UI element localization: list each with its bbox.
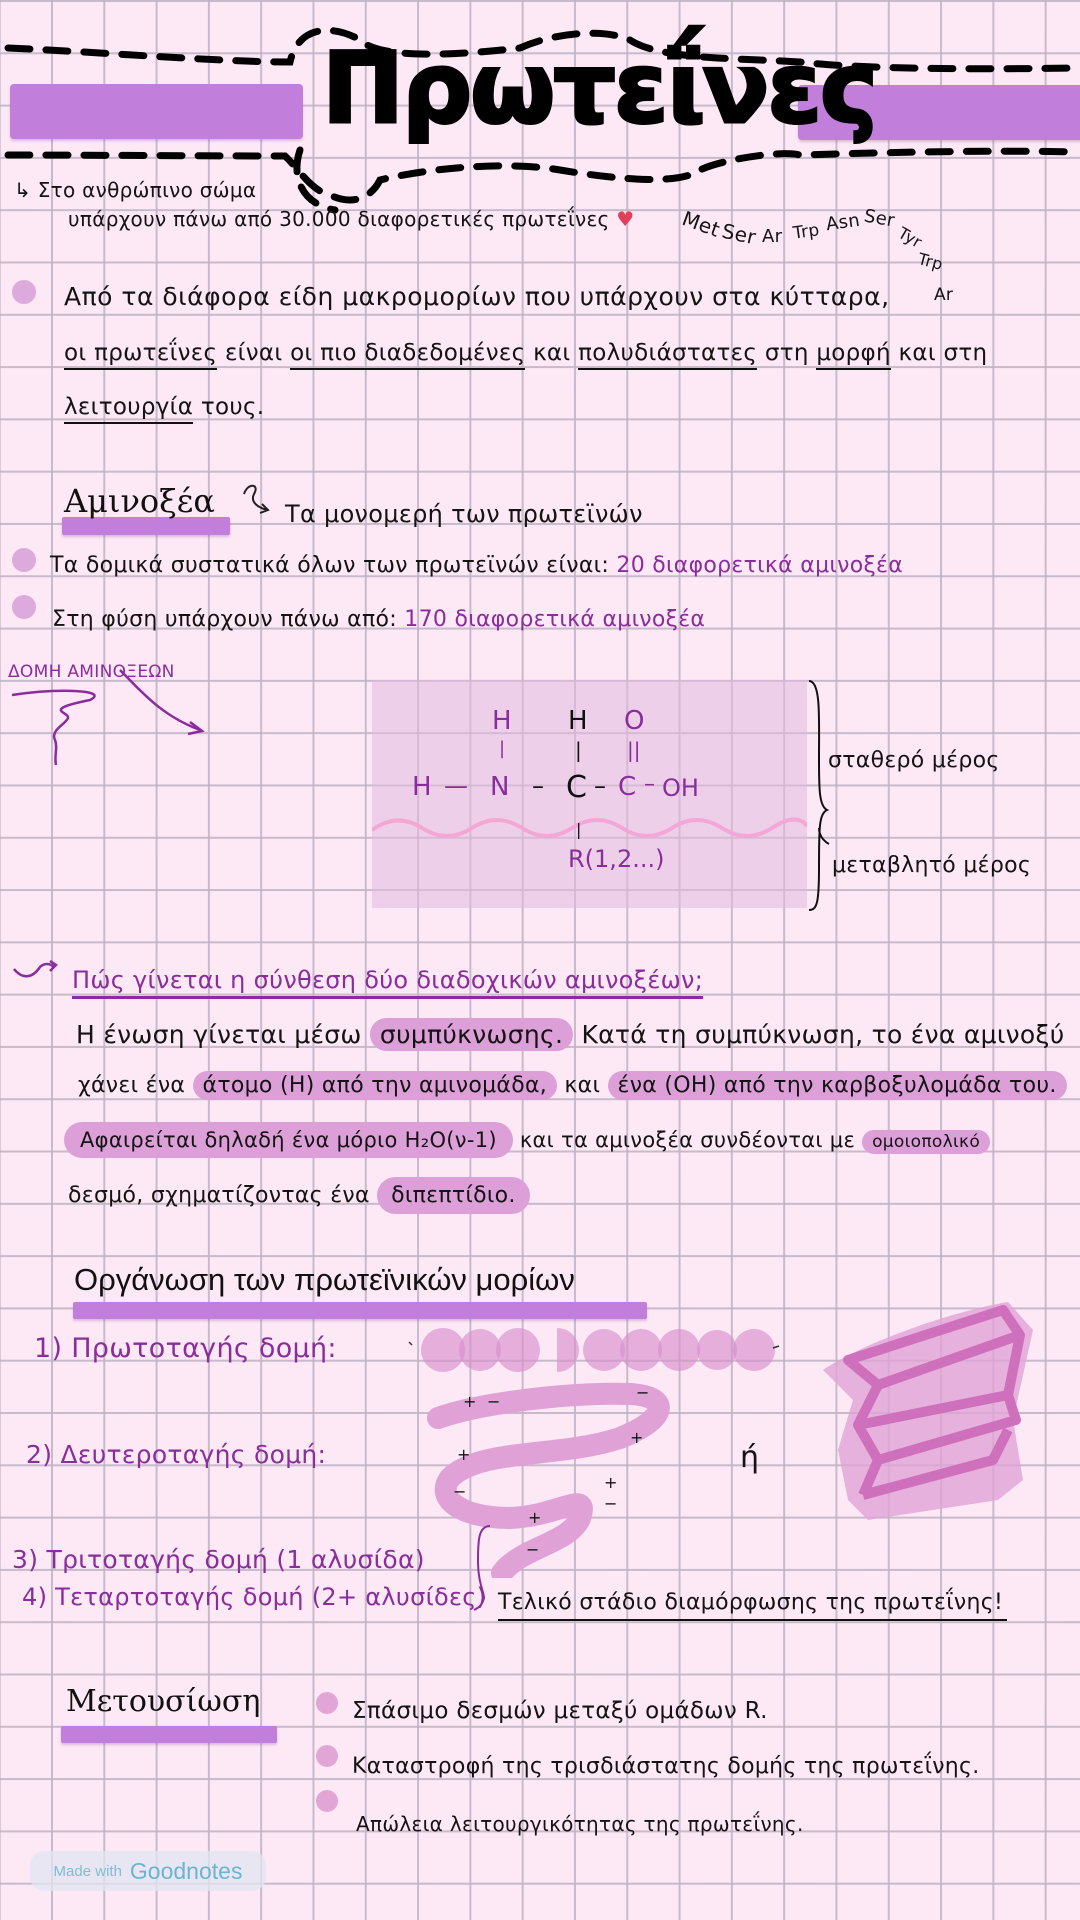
intro-note-line2 xyxy=(68,207,635,231)
secondary-structure-ribbon-illustration xyxy=(420,1378,680,1578)
amino-chain-item: Met xyxy=(679,206,724,242)
highlighted-term: ένα (ΟΗ) από την καρβοξυλομάδα του. xyxy=(608,1071,1067,1100)
formula-r-group: R(1,2...) xyxy=(568,845,665,873)
amino-bullet-2 xyxy=(52,607,705,632)
highlighted-term: διπεπτίδιο. xyxy=(377,1177,530,1214)
underlined-term: οι πρωτεΐνες xyxy=(64,340,217,370)
intro-line1: Από τα διάφορα είδη μακρομορίων που υπάρχουν στα κύτταρα, xyxy=(64,282,890,311)
formula-atom: C xyxy=(566,770,587,805)
watermark-brand: Goodnotes xyxy=(129,1857,243,1884)
bullet-text: Στη φύση υπάρχουν πάνω από: xyxy=(52,607,397,632)
text-fragment: στη xyxy=(757,340,817,366)
formula-bond: – xyxy=(644,772,655,797)
synthesis-line-1 xyxy=(76,1020,1065,1049)
structure-label: ΔΟΜΗ ΑΜΙΝΟΞΕΩΝ xyxy=(8,662,175,682)
formula-bond: – xyxy=(594,772,606,800)
underlined-term: μορφή xyxy=(816,340,891,370)
formula-atom: C xyxy=(618,772,637,802)
text-fragment: και xyxy=(525,340,579,366)
level-tertiary: 3) Τριτοταγής δομή (1 αλυσίδα) xyxy=(12,1545,425,1574)
synthesis-line-4 xyxy=(68,1183,530,1208)
charge-minus: − xyxy=(636,1383,650,1402)
formula-bond: | xyxy=(576,820,582,839)
bullet-text: Τα δομικά συστατικά όλων των πρωτεϊνών είναι: xyxy=(50,553,610,578)
bullet-dot xyxy=(12,548,36,572)
formula-atom: H xyxy=(492,706,512,736)
formula-atom: N xyxy=(490,772,510,802)
fixed-part-label: σταθερό μέρος xyxy=(828,748,1000,773)
highlighted-term: συμπύκνωσης. xyxy=(370,1018,573,1051)
highlight-text: 20 διαφορετικά αμινοξέα xyxy=(616,553,904,578)
amino-chain-item: Ar xyxy=(762,226,783,247)
brace-decoration xyxy=(805,678,835,913)
formula-bond: | xyxy=(499,738,506,759)
intro-line2 xyxy=(64,340,987,366)
amino-chain-item: Ar xyxy=(934,285,954,305)
page-title: Πρωτεΐνες xyxy=(322,32,877,146)
charge-plus: + xyxy=(463,1392,477,1411)
section-heading-amino-acids: Αμινοξέα xyxy=(64,482,215,520)
intro-line3 xyxy=(64,394,264,420)
text-fragment: Η ένωση γίνεται μέσω xyxy=(76,1020,370,1049)
amino-chain-item: Trp xyxy=(791,220,821,244)
heart-icon: ♥ xyxy=(616,207,635,231)
structure-arrow-decoration xyxy=(0,660,340,780)
amino-chain-item: Tyr xyxy=(894,223,926,252)
charge-minus: − xyxy=(453,1482,467,1501)
intro-note-line1: ↳ Στο ανθρώπινο σώμα xyxy=(14,178,257,202)
bullet-dot xyxy=(12,595,36,619)
denaturation-bullet-3: Απώλεια λειτουργικότητας της πρωτεΐνης. xyxy=(356,1812,804,1836)
formula-bond: – xyxy=(532,772,544,800)
watermark-made-with: Made with xyxy=(53,1862,122,1880)
text-fragment: και στη xyxy=(890,340,988,366)
text-fragment: Κατά τη συμπύκνωση, το ένα αμινοξύ xyxy=(573,1020,1065,1049)
intro-note-text: υπάρχουν πάνω από 30.000 διαφορετικές πρωτεΐνες xyxy=(68,207,610,231)
amino-chain-item: Trp xyxy=(915,249,946,274)
curved-arrow-icon xyxy=(240,478,280,518)
section-heading-denaturation: Μετουσίωση xyxy=(66,1684,261,1719)
amino-chain-item: Asn xyxy=(824,209,862,236)
final-stage-note: Τελικό στάδιο διαμόρφωσης της πρωτεΐνης! xyxy=(498,1590,1007,1621)
synthesis-line-2 xyxy=(78,1073,1067,1098)
denaturation-bullet-2: Καταστροφή της τρισδιάστατης δομής της πρωτεΐνης. xyxy=(352,1754,980,1779)
brace-decoration xyxy=(470,1522,500,1612)
charge-minus: − xyxy=(487,1392,501,1411)
text-fragment: και xyxy=(557,1073,608,1098)
charge-plus: + xyxy=(630,1428,644,1447)
text-fragment: είναι xyxy=(217,340,291,366)
helix-sheet-illustration xyxy=(808,1300,1038,1530)
synthesis-question: Πώς γίνεται η σύνθεση δύο διαδοχικών αμινοξέων; xyxy=(72,966,703,999)
text-fragment: και τα αμινοξέα συνδέονται με xyxy=(512,1128,863,1152)
text-fragment: δεσμό, σχηματίζοντας ένα xyxy=(68,1183,378,1208)
bullet-dot xyxy=(316,1692,338,1714)
amino-acids-subtitle: Τα μονομερή των πρωτεϊνών xyxy=(285,500,643,528)
squiggle-arrow-icon xyxy=(10,955,70,985)
highlighted-term: άτομο (Η) από την αμινομάδα, xyxy=(193,1071,558,1100)
formula-bond: — xyxy=(444,772,468,800)
charge-minus: − xyxy=(604,1494,618,1513)
variable-part-label: μεταβλητό μέρος xyxy=(832,853,1032,878)
text-fragment: χάνει ένα xyxy=(78,1073,193,1098)
formula-atom: O xyxy=(624,706,645,736)
wavy-divider xyxy=(372,812,807,842)
charge-plus: + xyxy=(604,1473,618,1492)
underlined-term: λειτουργία xyxy=(64,394,193,424)
or-label: ή xyxy=(740,1440,760,1475)
highlighted-term: Αφαιρείται δηλαδή ένα μόριο Η₂Ο(ν-1) xyxy=(64,1122,513,1158)
amino-acid-structure-box xyxy=(372,680,807,908)
heading-underline-bar xyxy=(61,1726,277,1743)
level-primary: 1) Πρωτοταγής δομή: xyxy=(34,1333,337,1364)
bullet-dot xyxy=(12,280,36,304)
highlight-text: 170 διαφορετικά αμινοξέα xyxy=(404,607,706,632)
formula-group-oh: OH xyxy=(662,774,699,802)
bullet-dot xyxy=(316,1745,338,1767)
formula-bond: || xyxy=(627,738,641,762)
charge-minus: − xyxy=(526,1540,540,1559)
amino-chain-item: Ser xyxy=(719,218,759,250)
primary-structure-beads-illustration xyxy=(395,1320,785,1380)
charge-plus: + xyxy=(457,1445,471,1464)
level-secondary: 2) Δευτεροταγής δομή: xyxy=(26,1440,327,1469)
bullet-dot xyxy=(316,1790,338,1812)
section-heading-organization: Οργάνωση των πρωτεϊνικών μορίων xyxy=(74,1262,575,1297)
goodnotes-watermark xyxy=(30,1851,266,1891)
synthesis-line-3 xyxy=(64,1128,990,1152)
level-quaternary: 4) Τεταρτοταγής δομή (2+ αλυσίδες) xyxy=(22,1583,487,1611)
text-fragment: τους. xyxy=(193,394,265,420)
charge-plus: + xyxy=(528,1508,542,1527)
formula-bond: | xyxy=(575,738,582,762)
amino-chain-item: Ser xyxy=(862,205,897,232)
heading-underline-bar xyxy=(73,1302,647,1319)
underlined-term: πολυδιάστατες xyxy=(578,340,757,370)
formula-atom: H xyxy=(568,706,588,736)
highlighted-term: ομοιοπολικό xyxy=(862,1130,990,1154)
amino-bullet-1 xyxy=(50,553,903,578)
formula-atom: H xyxy=(412,772,432,802)
denaturation-bullet-1: Σπάσιμο δεσμών μεταξύ ομάδων R. xyxy=(352,1698,768,1724)
underlined-term: οι πιο διαδεδομένες xyxy=(290,340,525,370)
